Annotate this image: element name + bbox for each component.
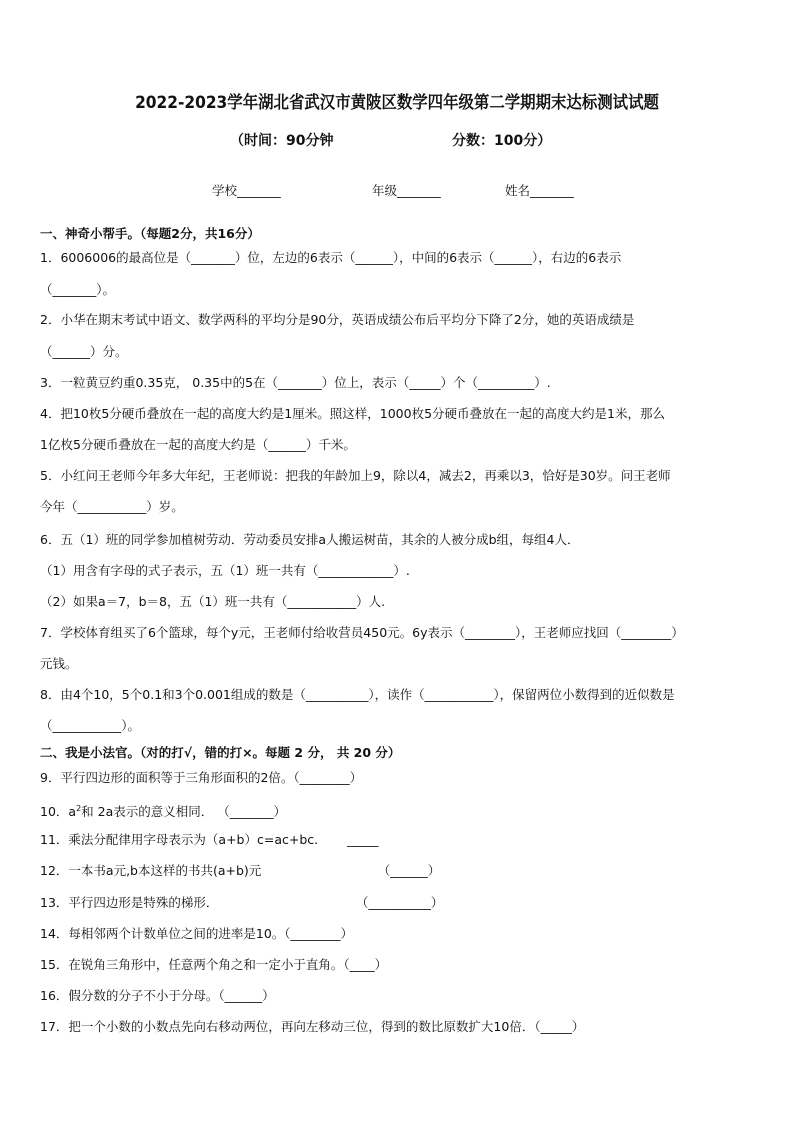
page-title: 2022-2023学年湖北省武汉市黄陂区数学四年级第二学期期末达标测试试题 bbox=[135, 93, 659, 113]
question-5: 5．小红问王老师今年多大年纪，王老师说：把我的年龄加上9，除以4，减去2，再乘以3，恰好是30岁。问王老师 bbox=[40, 468, 671, 483]
question-15: 15．在锐角三角形中，任意两个角之和一定小于直角。（____） bbox=[40, 957, 388, 972]
question-6-part-1: （1）用含有字母的式子表示，五（1）班一共有（____________）. bbox=[40, 563, 410, 578]
question-8-cont: （___________）。 bbox=[40, 718, 141, 733]
grade-field: 年级_______ bbox=[372, 183, 441, 198]
question-12: 12．一本书a元,b本这样的书共(a+b)元 （______） bbox=[40, 863, 441, 878]
question-10 bbox=[40, 801, 286, 820]
exam-score: 分数：100分） bbox=[452, 133, 552, 149]
question-4-cont: 1亿枚5分硬币叠放在一起的高度大约是（______）千米。 bbox=[40, 437, 356, 452]
question-6: 6．五（1）班的同学参加植树劳动．劳动委员安排a人搬运树苗，其余的人被分成b组，每组4人． bbox=[40, 532, 580, 547]
section-1-heading: 一、神奇小帮手。（每题2分，共16分） bbox=[40, 226, 260, 241]
question-10-pre: 10．a bbox=[40, 804, 77, 820]
question-4: 4．把10枚5分硬币叠放在一起的高度大约是1厘米。照这样，1000枚5分硬币叠放在一起的高度大约是1米，那么 bbox=[40, 406, 665, 421]
question-10-post: 和 2a表示的意义相同． （_______） bbox=[81, 804, 286, 820]
question-6-part-2: （2）如果a＝7，b＝8，五（1）班一共有（___________）人. bbox=[40, 594, 386, 609]
question-1: 1．6006006的最高位是（_______）位，左边的6表示（______），中间的6表示（______），右边的6表示 bbox=[40, 250, 622, 265]
question-17: 17．把一个小数的小数点先向右移动两位，再向左移动三位，得到的数比原数扩大10倍．（_____） bbox=[40, 1019, 585, 1034]
question-7-cont: 元钱。 bbox=[40, 656, 78, 671]
question-2-cont: （______）分。 bbox=[40, 344, 128, 359]
section-2-heading: 二、我是小法官。（对的打√，错的打×。每题 2 分， 共 20 分） bbox=[40, 745, 401, 760]
exam-time: （时间：90分钟 bbox=[230, 133, 334, 149]
school-field: 学校_______ bbox=[212, 183, 281, 198]
question-7: 7．学校体育组买了6个篮球，每个y元，王老师付给收营员450元。6y表示（________），王老师应找回（________） bbox=[40, 625, 684, 640]
question-9: 9．平行四边形的面积等于三角形面积的2倍。（________） bbox=[40, 770, 363, 785]
question-14: 14．每相邻两个计数单位之间的进率是10。（________） bbox=[40, 926, 354, 941]
question-2: 2．小华在期末考试中语文、数学两科的平均分是90分，英语成绩公布后平均分下降了2分，她的英语成绩是 bbox=[40, 312, 635, 327]
question-5-cont: 今年（___________）岁。 bbox=[40, 499, 184, 514]
question-1-cont: （_______）。 bbox=[40, 282, 116, 297]
question-8: 8．由4个10，5个0.1和3个0.001组成的数是（__________），读作（___________），保留两位小数得到的近似数是 bbox=[40, 687, 675, 702]
question-13: 13．平行四边形是特殊的梯形． （__________） bbox=[40, 895, 444, 910]
question-11: 11．乘法分配律用字母表示为（a+b）c=ac+bc. _____ bbox=[40, 832, 379, 847]
question-10-superscript: 2 bbox=[76, 804, 82, 813]
name-field: 姓名_______ bbox=[505, 183, 574, 198]
question-16: 16．假分数的分子不小于分母。（______） bbox=[40, 988, 275, 1003]
question-3: 3．一粒黄豆约重0.35克， 0.35中的5在（_______）位上，表示（_____）个（_________）. bbox=[40, 375, 551, 390]
